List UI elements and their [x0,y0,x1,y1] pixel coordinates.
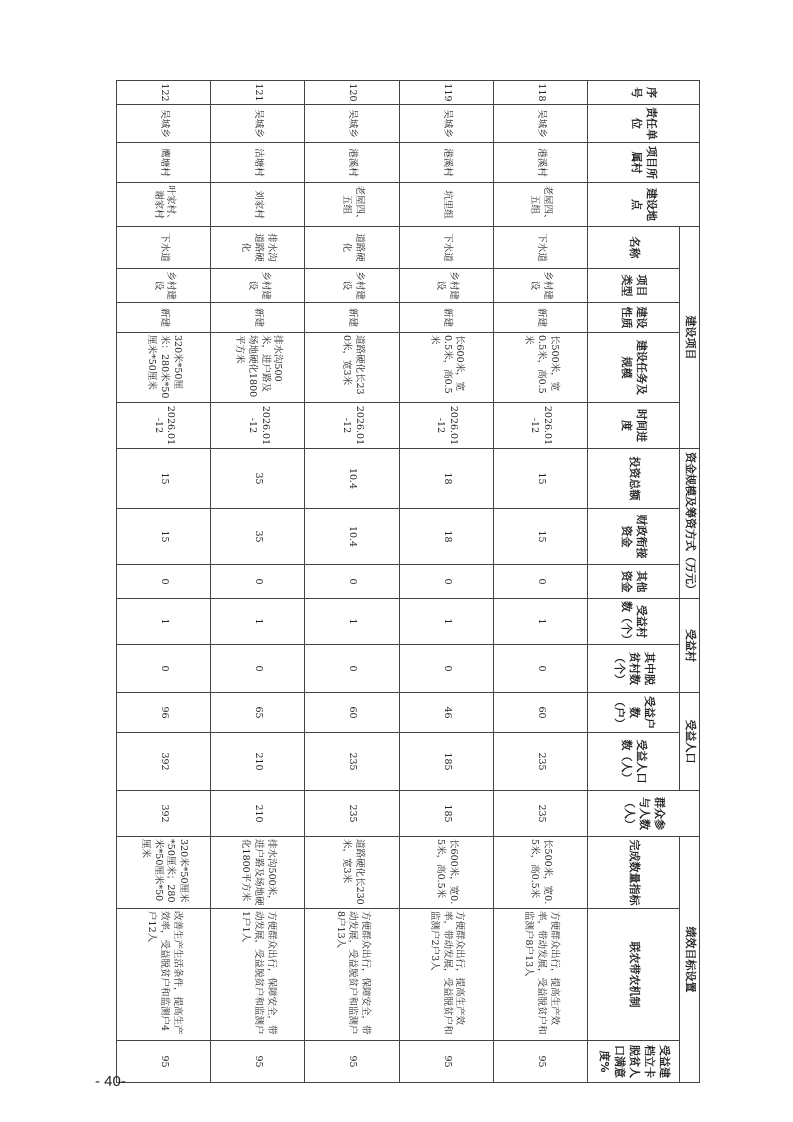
cell-nature: 新建 [399,303,493,333]
cell-type: 乡村建设 [211,269,305,303]
header-mechanism: 联农带农机制 [588,909,680,1041]
cell-satisfaction: 95 [305,1041,399,1083]
cell-progress: 2026.01-12 [399,403,493,449]
cell-scale: 长600米，宽0.5米，高0.5米 [399,333,493,403]
cell-name: 排水沟道路硬化 [211,227,305,269]
header-performance-group: 绩效目标设置 [680,837,700,1083]
project-table [116,80,700,1083]
cell-bp-people: 235 [493,733,587,791]
cell-seq: 121 [211,81,305,105]
cell-bv-poor: 0 [211,645,305,693]
cell-seq: 118 [493,81,587,105]
cell-nature: 新建 [305,303,399,333]
cell-completion: 320米*50厘米*50厘米；280米*50厘米*50厘米 [117,837,211,909]
cell-bp-people: 392 [117,733,211,791]
cell-satisfaction: 95 [399,1041,493,1083]
cell-mechanism: 方便群众出行，保障安全，带动发展，受益脱贫户和监测户1户1人 [211,909,305,1041]
header-participants: 群众参与人数（人） [588,791,700,837]
cell-nature: 新建 [211,303,305,333]
cell-name: 下水道 [399,227,493,269]
cell-bp-households: 46 [399,693,493,733]
header-bp-households: 受益户数（户） [588,693,680,733]
cell-location: 刘家村 [211,183,305,227]
cell-name: 道路硬化 [305,227,399,269]
cell-total: 10.4 [305,449,399,509]
cell-location: 坑里组 [399,183,493,227]
header-unit: 责任单位 [588,105,700,143]
cell-mechanism: 改善生产生活条件，提高生产效率，受益脱贫户和监测户4户12人 [117,909,211,1041]
cell-bv-poor: 0 [493,645,587,693]
cell-bp-people: 210 [211,733,305,791]
cell-completion: 排水沟500米，进户路及场地硬化1800平方米 [211,837,305,909]
header-bv-count: 受益村数（个） [588,599,680,645]
cell-mechanism: 方便群众出行，提高生产效率，带动发展，受益脱贫户和监测户8户13人 [493,909,587,1041]
cell-bp-households: 60 [305,693,399,733]
cell-total: 35 [211,449,305,509]
header-seq: 序号 [588,81,700,105]
cell-satisfaction: 95 [211,1041,305,1083]
cell-scale: 道路硬化长230米，宽3米 [305,333,399,403]
cell-bp-people: 185 [399,733,493,791]
cell-completion: 长600米，宽0.5米，高0.5米 [399,837,493,909]
cell-bp-households: 60 [493,693,587,733]
cell-location: 老屋四、五组 [305,183,399,227]
cell-nature: 新建 [117,303,211,333]
cell-participants: 235 [493,791,587,837]
cell-name: 下水道 [493,227,587,269]
cell-participants: 392 [117,791,211,837]
cell-fiscal: 10.4 [305,509,399,565]
cell-mechanism: 方便群众出行，保障安全，带动发展，受益脱贫户和监测户8户13人 [305,909,399,1041]
cell-bv-poor: 0 [117,645,211,693]
cell-progress: 2026.01-12 [305,403,399,449]
cell-scale: 长500米，宽0.5米，高0.5米 [493,333,587,403]
cell-village: 沽塘村 [211,143,305,183]
table-row [399,81,493,1083]
cell-type: 乡村建设 [305,269,399,303]
cell-bp-households: 96 [117,693,211,733]
cell-other: 0 [211,565,305,599]
cell-nature: 新建 [493,303,587,333]
cell-village: 鹰塘村 [117,143,211,183]
cell-unit: 吴城乡 [305,105,399,143]
header-completion: 完成数量指标 [588,837,680,909]
cell-seq: 119 [399,81,493,105]
header-progress: 时间进度 [588,403,680,449]
table-row [117,81,211,1083]
cell-fiscal: 15 [493,509,587,565]
header-bv-poor: 其中脱贫村数（个） [588,645,680,693]
cell-village: 港溪村 [493,143,587,183]
cell-type: 乡村建设 [399,269,493,303]
cell-completion: 长500米，宽0.5米，高0.5米 [493,837,587,909]
header-scale: 建设任务及规模 [588,333,680,403]
cell-other: 0 [493,565,587,599]
cell-bp-households: 65 [211,693,305,733]
cell-progress: 2026.01-12 [117,403,211,449]
cell-bv-count: 1 [117,599,211,645]
cell-unit: 吴城乡 [493,105,587,143]
cell-location: 叶家村、谢家村 [117,183,211,227]
header-other: 其他资金 [588,565,680,599]
cell-other: 0 [399,565,493,599]
cell-unit: 吴城乡 [211,105,305,143]
cell-completion: 道路硬化长230米，宽3米 [305,837,399,909]
cell-seq: 122 [117,81,211,105]
cell-participants: 210 [211,791,305,837]
cell-scale: 320米*50厘米：280米*50厘米*50厘米 [117,333,211,403]
cell-seq: 120 [305,81,399,105]
cell-bp-people: 235 [305,733,399,791]
page-number: - 40- [95,1073,126,1090]
cell-fiscal: 35 [211,509,305,565]
cell-total: 18 [399,449,493,509]
cell-type: 乡村建设 [493,269,587,303]
cell-total: 15 [117,449,211,509]
cell-mechanism: 方便群众出行，提高生产效率，带动发展，受益脱贫户和监测户2户3人 [399,909,493,1041]
table-row [305,81,399,1083]
cell-bv-poor: 0 [305,645,399,693]
header-funds-group: 资金规模及筹资方式（万元） [680,449,700,599]
header-location: 建设地点 [588,183,700,227]
cell-unit: 吴城乡 [399,105,493,143]
cell-scale: 排水沟500米，进户路及场地硬化1800平方米 [211,333,305,403]
header-project-group: 建设项目 [680,227,700,449]
cell-participants: 235 [305,791,399,837]
cell-progress: 2026.01-12 [493,403,587,449]
cell-progress: 2026.01-12 [211,403,305,449]
cell-name: 下水道 [117,227,211,269]
table-header [588,81,700,1083]
cell-bv-count: 1 [493,599,587,645]
rotated-table-wrapper [116,80,700,1079]
header-beneficiary-population-group: 受益人口 [680,693,700,791]
header-bp-people: 受益人口数（人） [588,733,680,791]
cell-participants: 185 [399,791,493,837]
cell-village: 港溪村 [399,143,493,183]
cell-bv-count: 1 [399,599,493,645]
rotated-page-frame [116,80,700,1079]
cell-village: 港溪村 [305,143,399,183]
header-satisfaction: 受益建档立卡脱贫人口满意度% [588,1041,680,1083]
cell-satisfaction: 95 [493,1041,587,1083]
cell-other: 0 [117,565,211,599]
cell-bv-poor: 0 [399,645,493,693]
header-fiscal: 财政衔接资金 [588,509,680,565]
cell-unit: 吴城乡 [117,105,211,143]
header-nature: 建设性质 [588,303,680,333]
table-body [117,81,588,1083]
cell-fiscal: 15 [117,509,211,565]
table-row [211,81,305,1083]
cell-type: 乡村建设 [117,269,211,303]
table-row [493,81,587,1083]
cell-other: 0 [305,565,399,599]
header-total: 投资总额 [588,449,680,509]
cell-fiscal: 18 [399,509,493,565]
cell-location: 老屋四、五组 [493,183,587,227]
cell-bv-count: 1 [305,599,399,645]
header-name: 名称 [588,227,680,269]
header-village: 项目所属村 [588,143,700,183]
header-type: 项目类型 [588,269,680,303]
cell-satisfaction: 95 [117,1041,211,1083]
cell-total: 15 [493,449,587,509]
header-beneficiary-village-group: 受益村 [680,599,700,693]
cell-bv-count: 1 [211,599,305,645]
